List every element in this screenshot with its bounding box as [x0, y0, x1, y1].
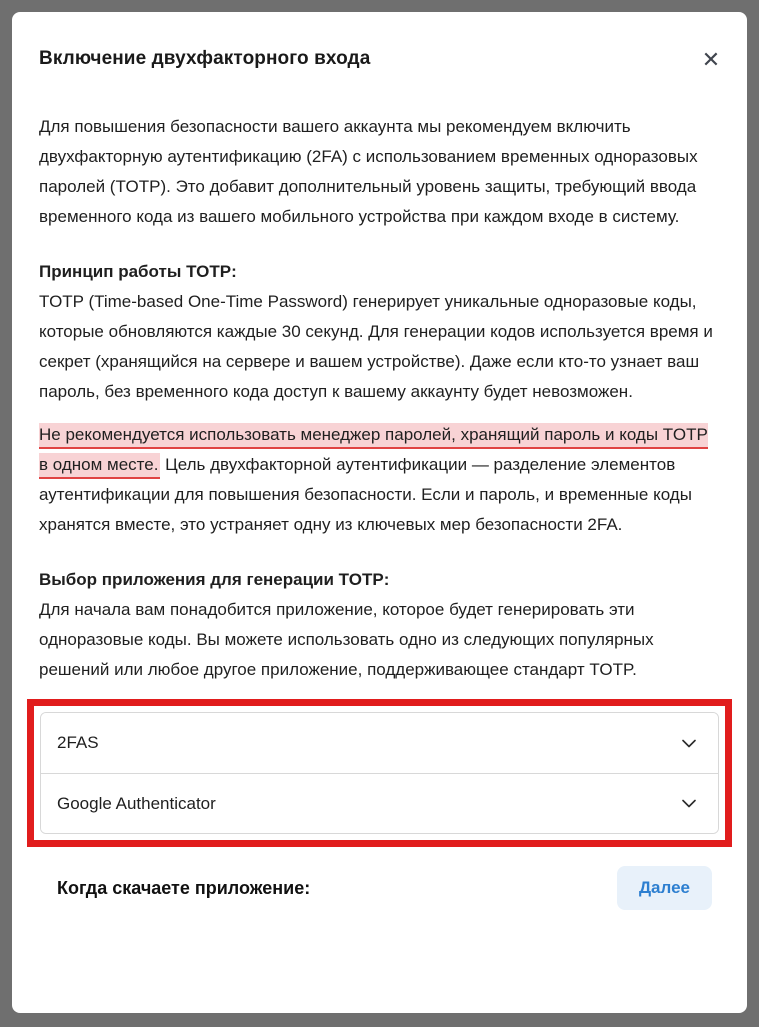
- totp-principle-heading: Принцип работы TOTP:: [39, 262, 237, 281]
- app-choice-heading: Выбор приложения для генерации TOTP:: [39, 570, 390, 589]
- close-icon[interactable]: ✕: [697, 46, 725, 74]
- warning-rest-text: Цель двухфакторной аутентификации — разделение элементов аутентификации для повышения безопасности. Если и пароль, и временные коды хранятся вместе, это устраняет одну из ключевых мер безопасности 2FA.: [39, 455, 692, 534]
- footer-label: Когда скачаете приложение:: [57, 877, 311, 898]
- accordion-item-google-authenticator[interactable]: [41, 773, 718, 833]
- dialog-title: Включение двухфакторного входа: [39, 48, 371, 69]
- accordion-item-label: Google Authenticator: [57, 793, 216, 813]
- dialog-footer: [39, 866, 720, 910]
- accordion-item-2fas[interactable]: [41, 713, 718, 773]
- app-choice-paragraph: Для начала вам понадобится приложение, которое будет генерировать эти одноразовые коды. Вы можете использовать одно из следующих популярных решений или любое другое приложение, поддерживающее стандарт TOTP.: [39, 600, 654, 679]
- accordion-item-label: 2FAS: [57, 733, 99, 752]
- warning-highlighted-text: Не рекомендуется использовать менеджер паролей, хранящий пароль и коды TOTP в одном месте.: [39, 423, 708, 479]
- intro-paragraph: Для повышения безопасности вашего аккаунта мы рекомендуем включить двухфакторную аутентификацию (2FA) с использованием временных одноразовых паролей (TOTP). Это добавит дополнительный уровень защиты, требующий ввода временного кода из вашего мобильного устройства при каждом входе в систему.: [39, 117, 698, 226]
- totp-principle-paragraph: TOTP (Time-based One-Time Password) генерирует уникальные одноразовые коды, которые обновляются каждые 30 секунд. Для генерации кодов используется время и секрет (хранящийся на сервере и вашем устройстве). Даже если кто-то узнает ваш пароль, без временного кода доступ к вашему аккаунту будет невозможен.: [39, 292, 713, 401]
- apps-highlight-annotation: [27, 699, 732, 847]
- app-accordion: [40, 712, 719, 834]
- next-button[interactable]: Далее: [617, 866, 712, 910]
- warning-paragraph: [39, 420, 720, 540]
- chevron-down-icon: [682, 739, 696, 748]
- chevron-down-icon: [682, 799, 696, 808]
- two-factor-dialog: [12, 12, 747, 1013]
